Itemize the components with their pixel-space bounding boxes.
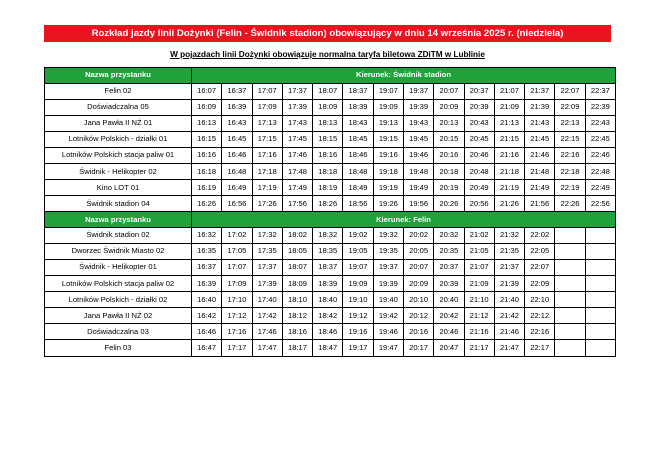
departure-time: 22:15 (555, 131, 585, 147)
page-title: Rozkład jazdy linii Dożynki (Felin - Świdnik stadion) obowiązujący w dniu 14 września 2025 r. (niedziela) (44, 25, 611, 42)
departure-time: 18:17 (282, 340, 312, 356)
departure-time: 18:47 (313, 340, 343, 356)
departure-time: 21:32 (494, 227, 524, 243)
departure-time: 19:07 (343, 259, 373, 275)
stop-name: Doświadczalna 05 (45, 99, 192, 115)
departure-time: 21:26 (494, 196, 524, 212)
departure-time: 20:13 (434, 115, 464, 131)
departure-time: 21:16 (464, 324, 494, 340)
departure-time (555, 243, 585, 259)
departure-time (585, 308, 615, 324)
departure-time: 16:48 (222, 163, 252, 179)
departure-time: 17:49 (282, 180, 312, 196)
departure-time: 22:26 (555, 196, 585, 212)
departure-time: 17:32 (252, 227, 282, 243)
table-row (45, 243, 616, 259)
table-row (45, 99, 616, 115)
departure-time (555, 276, 585, 292)
departure-time: 16:46 (192, 324, 222, 340)
departure-time: 20:09 (403, 276, 433, 292)
stop-name: Świdnik stadion 02 (45, 227, 192, 243)
departure-time: 22:05 (525, 243, 555, 259)
departure-time: 22:43 (585, 115, 615, 131)
departure-time: 16:07 (192, 83, 222, 99)
departure-time: 22:46 (585, 147, 615, 163)
departure-time: 16:39 (192, 276, 222, 292)
departure-time: 19:47 (373, 340, 403, 356)
departure-time: 18:37 (313, 259, 343, 275)
departure-time: 16:47 (192, 340, 222, 356)
departure-time: 19:42 (373, 308, 403, 324)
departure-time: 21:19 (494, 180, 524, 196)
table-row (45, 308, 616, 324)
departure-time: 18:56 (343, 196, 373, 212)
departure-time: 22:19 (555, 180, 585, 196)
departure-time: 17:09 (222, 276, 252, 292)
departure-time: 19:35 (373, 243, 403, 259)
departure-time: 19:09 (343, 276, 373, 292)
departure-time: 20:26 (434, 196, 464, 212)
departure-time: 22:02 (525, 227, 555, 243)
departure-time: 18:39 (313, 276, 343, 292)
departure-time: 17:39 (252, 276, 282, 292)
departure-time: 19:26 (373, 196, 403, 212)
departure-time (555, 227, 585, 243)
departure-time: 19:56 (403, 196, 433, 212)
departure-time: 19:39 (403, 99, 433, 115)
departure-time: 20:48 (464, 163, 494, 179)
departure-time: 19:19 (373, 180, 403, 196)
departure-time: 20:37 (434, 259, 464, 275)
departure-time: 17:37 (252, 259, 282, 275)
departure-time (555, 340, 585, 356)
departure-time: 20:07 (434, 83, 464, 99)
tariff-notice: W pojazdach linii Dożynki obowiązuje normalna taryfa biletowa ZDiTM w Lublinie (170, 50, 485, 59)
departure-time: 21:40 (494, 292, 524, 308)
stop-name: Doświadczalna 03 (45, 324, 192, 340)
departure-time: 18:45 (343, 131, 373, 147)
departure-time: 19:02 (343, 227, 373, 243)
departure-time: 16:19 (192, 180, 222, 196)
departure-time: 17:46 (252, 324, 282, 340)
departure-time: 20:05 (403, 243, 433, 259)
departure-time: 16:18 (192, 163, 222, 179)
departure-time: 21:07 (464, 259, 494, 275)
departure-time: 17:12 (222, 308, 252, 324)
departure-time: 17:07 (252, 83, 282, 99)
departure-time: 20:40 (434, 292, 464, 308)
departure-time: 20:16 (434, 147, 464, 163)
departure-time: 18:10 (282, 292, 312, 308)
departure-time: 19:37 (373, 259, 403, 275)
departure-time: 18:07 (313, 83, 343, 99)
departure-time (555, 259, 585, 275)
departure-time: 17:26 (252, 196, 282, 212)
section-header (45, 212, 616, 228)
departure-time: 19:40 (373, 292, 403, 308)
departure-time: 22:49 (585, 180, 615, 196)
table-row (45, 292, 616, 308)
stop-name: Lotników Polskich - działki 01 (45, 131, 192, 147)
departure-time (585, 276, 615, 292)
departure-time: 16:37 (192, 259, 222, 275)
departure-time: 21:09 (494, 99, 524, 115)
departure-time: 18:18 (313, 163, 343, 179)
departure-time: 19:45 (403, 131, 433, 147)
departure-time: 21:12 (464, 308, 494, 324)
departure-time: 19:48 (403, 163, 433, 179)
direction-header: Kierunek: Świdnik stadion (192, 68, 616, 84)
departure-time: 16:37 (222, 83, 252, 99)
departure-time: 18:35 (313, 243, 343, 259)
departure-time: 20:17 (403, 340, 433, 356)
departure-time: 20:10 (403, 292, 433, 308)
departure-time: 16:35 (192, 243, 222, 259)
departure-time: 20:46 (464, 147, 494, 163)
departure-time: 19:05 (343, 243, 373, 259)
departure-time: 16:09 (192, 99, 222, 115)
departure-time: 16:45 (222, 131, 252, 147)
departure-time: 22:09 (525, 276, 555, 292)
departure-time (585, 243, 615, 259)
departure-time (555, 308, 585, 324)
stop-name-header: Nazwa przystanku (45, 68, 192, 84)
departure-time: 21:18 (494, 163, 524, 179)
departure-time: 17:37 (282, 83, 312, 99)
departure-time: 18:07 (282, 259, 312, 275)
departure-time: 16:32 (192, 227, 222, 243)
departure-time: 16:43 (222, 115, 252, 131)
departure-time: 22:45 (585, 131, 615, 147)
departure-time: 19:10 (343, 292, 373, 308)
departure-time: 21:16 (494, 147, 524, 163)
departure-time: 18:09 (313, 99, 343, 115)
departure-time: 21:39 (525, 99, 555, 115)
table-row (45, 180, 616, 196)
stop-name-header: Nazwa przystanku (45, 212, 192, 228)
departure-time: 21:45 (525, 131, 555, 147)
departure-time: 19:46 (403, 147, 433, 163)
departure-time: 20:39 (434, 276, 464, 292)
departure-time: 20:43 (464, 115, 494, 131)
departure-time: 21:39 (494, 276, 524, 292)
stop-name: Jana Pawła II NŻ 01 (45, 115, 192, 131)
departure-time: 21:46 (494, 324, 524, 340)
departure-time: 21:05 (464, 243, 494, 259)
departure-time: 21:47 (494, 340, 524, 356)
departure-time: 22:09 (555, 99, 585, 115)
departure-time: 18:32 (313, 227, 343, 243)
departure-time: 19:16 (343, 324, 373, 340)
timetable (44, 67, 616, 357)
departure-time: 17:39 (282, 99, 312, 115)
departure-time: 20:45 (464, 131, 494, 147)
direction-header: Kierunek: Felin (192, 212, 616, 228)
departure-time: 19:18 (373, 163, 403, 179)
departure-time: 20:18 (434, 163, 464, 179)
departure-time: 18:40 (313, 292, 343, 308)
departure-time: 17:09 (252, 99, 282, 115)
departure-time: 22:17 (525, 340, 555, 356)
departure-time: 21:10 (464, 292, 494, 308)
departure-time: 21:46 (525, 147, 555, 163)
departure-time: 17:48 (282, 163, 312, 179)
table-row (45, 147, 616, 163)
timetable-body (45, 68, 616, 357)
table-row (45, 276, 616, 292)
departure-time: 20:56 (464, 196, 494, 212)
departure-time: 18:02 (282, 227, 312, 243)
section-header (45, 68, 616, 84)
departure-time: 19:09 (373, 99, 403, 115)
stop-name: Lotników Polskich stacja paliw 01 (45, 147, 192, 163)
departure-time: 16:13 (192, 115, 222, 131)
departure-time: 17:46 (282, 147, 312, 163)
departure-time: 21:42 (494, 308, 524, 324)
departure-time: 19:17 (343, 340, 373, 356)
departure-time: 17:15 (252, 131, 282, 147)
departure-time: 20:09 (434, 99, 464, 115)
departure-time: 17:42 (252, 308, 282, 324)
departure-time: 16:26 (192, 196, 222, 212)
stop-name: Świdnik stadion 04 (45, 196, 192, 212)
departure-time: 17:56 (282, 196, 312, 212)
departure-time: 20:07 (403, 259, 433, 275)
table-row (45, 131, 616, 147)
departure-time: 17:43 (282, 115, 312, 131)
departure-time: 17:10 (222, 292, 252, 308)
departure-time: 22:37 (585, 83, 615, 99)
departure-time (585, 340, 615, 356)
departure-time: 20:46 (434, 324, 464, 340)
departure-time: 19:16 (373, 147, 403, 163)
departure-time: 21:56 (525, 196, 555, 212)
departure-time: 16:49 (222, 180, 252, 196)
departure-time: 22:48 (585, 163, 615, 179)
departure-time: 18:13 (313, 115, 343, 131)
departure-time: 16:40 (192, 292, 222, 308)
departure-time: 22:13 (555, 115, 585, 131)
departure-time (585, 292, 615, 308)
table-row (45, 259, 616, 275)
departure-time: 18:37 (343, 83, 373, 99)
table-row (45, 227, 616, 243)
departure-time: 22:56 (585, 196, 615, 212)
departure-time: 20:12 (403, 308, 433, 324)
departure-time: 17:18 (252, 163, 282, 179)
departure-time: 22:12 (525, 308, 555, 324)
departure-time: 18:15 (313, 131, 343, 147)
departure-time: 19:39 (373, 276, 403, 292)
table-row (45, 324, 616, 340)
departure-time: 18:49 (343, 180, 373, 196)
departure-time: 16:56 (222, 196, 252, 212)
stop-name: Felin 03 (45, 340, 192, 356)
departure-time (585, 324, 615, 340)
departure-time: 21:09 (464, 276, 494, 292)
stop-name: Jana Pawła II NŻ 02 (45, 308, 192, 324)
departure-time: 22:16 (525, 324, 555, 340)
departure-time: 17:16 (252, 147, 282, 163)
departure-time: 20:47 (434, 340, 464, 356)
departure-time: 16:15 (192, 131, 222, 147)
departure-time: 16:39 (222, 99, 252, 115)
departure-time: 17:07 (222, 259, 252, 275)
departure-time: 20:37 (464, 83, 494, 99)
departure-time: 19:07 (373, 83, 403, 99)
departure-time: 18:42 (313, 308, 343, 324)
table-row (45, 196, 616, 212)
stop-name: Lotników Polskich stacja paliw 02 (45, 276, 192, 292)
departure-time: 17:47 (252, 340, 282, 356)
departure-time: 17:19 (252, 180, 282, 196)
departure-time: 19:32 (373, 227, 403, 243)
departure-time: 18:16 (282, 324, 312, 340)
departure-time: 19:37 (403, 83, 433, 99)
departure-time: 17:45 (282, 131, 312, 147)
departure-time: 17:13 (252, 115, 282, 131)
departure-time: 20:35 (434, 243, 464, 259)
departure-time: 17:02 (222, 227, 252, 243)
stop-name: Dworzec Świdnik Miasto 02 (45, 243, 192, 259)
departure-time: 18:19 (313, 180, 343, 196)
departure-time: 18:09 (282, 276, 312, 292)
departure-time: 22:39 (585, 99, 615, 115)
departure-time: 18:46 (343, 147, 373, 163)
departure-time: 22:07 (555, 83, 585, 99)
departure-time: 20:39 (464, 99, 494, 115)
departure-time: 22:10 (525, 292, 555, 308)
departure-time: 18:12 (282, 308, 312, 324)
departure-time: 18:48 (343, 163, 373, 179)
departure-time: 18:16 (313, 147, 343, 163)
stop-name: Kino LOT 01 (45, 180, 192, 196)
departure-time: 19:43 (403, 115, 433, 131)
departure-time: 21:37 (525, 83, 555, 99)
departure-time: 19:12 (343, 308, 373, 324)
departure-time: 18:05 (282, 243, 312, 259)
departure-time: 17:16 (222, 324, 252, 340)
departure-time: 20:16 (403, 324, 433, 340)
stop-name: Felin 02 (45, 83, 192, 99)
departure-time: 21:37 (494, 259, 524, 275)
departure-time: 18:39 (343, 99, 373, 115)
stop-name: Świdnik - Helikopter 02 (45, 163, 192, 179)
departure-time: 19:15 (373, 131, 403, 147)
departure-time: 21:35 (494, 243, 524, 259)
stop-name: Świdnik - Helikopter 01 (45, 259, 192, 275)
departure-time: 20:32 (434, 227, 464, 243)
departure-time (585, 227, 615, 243)
departure-time: 19:46 (373, 324, 403, 340)
departure-time: 17:17 (222, 340, 252, 356)
departure-time: 21:13 (494, 115, 524, 131)
departure-time: 22:16 (555, 147, 585, 163)
departure-time (555, 324, 585, 340)
departure-time (555, 292, 585, 308)
departure-time: 20:49 (464, 180, 494, 196)
table-row (45, 83, 616, 99)
stop-name: Lotników Polskich - działki 02 (45, 292, 192, 308)
departure-time: 20:15 (434, 131, 464, 147)
departure-time: 17:05 (222, 243, 252, 259)
departure-time: 21:43 (525, 115, 555, 131)
table-row (45, 163, 616, 179)
departure-time: 16:42 (192, 308, 222, 324)
departure-time: 17:35 (252, 243, 282, 259)
departure-time: 21:02 (464, 227, 494, 243)
departure-time: 18:43 (343, 115, 373, 131)
departure-time: 21:48 (525, 163, 555, 179)
departure-time: 19:49 (403, 180, 433, 196)
table-row (45, 115, 616, 131)
departure-time: 18:26 (313, 196, 343, 212)
departure-time: 22:07 (525, 259, 555, 275)
departure-time (585, 259, 615, 275)
departure-time: 16:16 (192, 147, 222, 163)
departure-time: 20:42 (434, 308, 464, 324)
departure-time: 21:17 (464, 340, 494, 356)
departure-time: 21:49 (525, 180, 555, 196)
departure-time: 21:15 (494, 131, 524, 147)
departure-time: 21:07 (494, 83, 524, 99)
departure-time: 19:13 (373, 115, 403, 131)
departure-time: 22:18 (555, 163, 585, 179)
departure-time: 16:46 (222, 147, 252, 163)
departure-time: 20:19 (434, 180, 464, 196)
departure-time: 17:40 (252, 292, 282, 308)
departure-time: 18:46 (313, 324, 343, 340)
table-row (45, 340, 616, 356)
departure-time: 20:02 (403, 227, 433, 243)
